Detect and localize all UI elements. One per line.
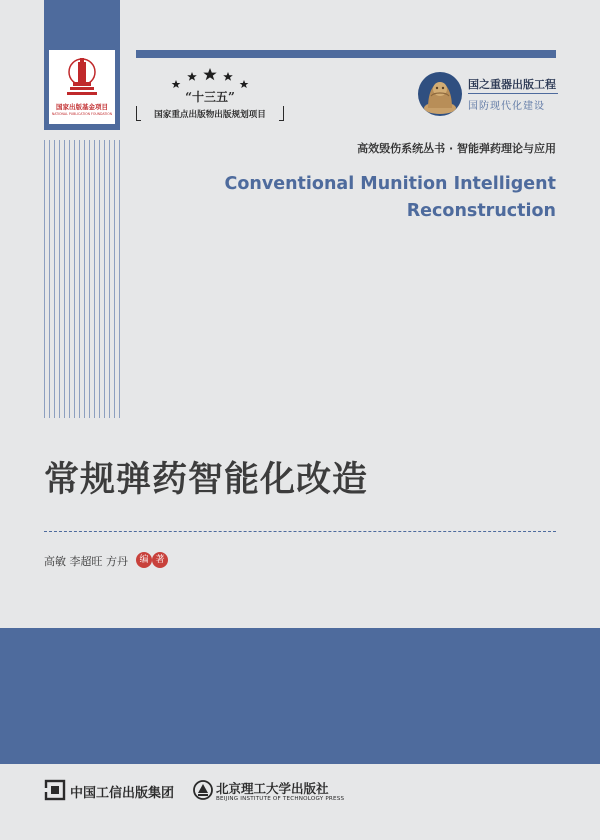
publisher-bit-press-en: BEIJING INSTITUTE OF TECHNOLOGY PRESS (216, 796, 345, 802)
star-icon (187, 72, 197, 81)
star-icons (170, 68, 250, 90)
english-title-line-2: Reconstruction (406, 201, 556, 221)
star-icon (240, 80, 249, 88)
star-icon (223, 72, 233, 81)
fund-emblem-icon (63, 56, 101, 98)
badge-subtitle: 国家重点出版物出版规划项目 (154, 110, 266, 120)
badge-title: “十三五” (185, 90, 235, 104)
publisher-bit-press: 北京理工大学出版社 (216, 781, 329, 796)
dashed-divider (44, 531, 556, 532)
english-title-line-1: Conventional Munition Intelligent (224, 174, 556, 194)
publisher-miit: 中国工信出版集团 (70, 786, 175, 801)
miit-publishing-logo-icon (44, 779, 66, 801)
author-role-badge: 著 (152, 552, 168, 568)
star-icon (172, 80, 181, 88)
stone-lion-seal-icon (418, 72, 462, 116)
series-name: 高效毁伤系统丛书 · 智能弹药理论与应用 (357, 142, 556, 155)
star-icon (203, 68, 216, 80)
defense-program-title: 国之重器出版工程 (468, 78, 556, 91)
english-title (136, 171, 556, 225)
decorative-stripes (44, 140, 120, 418)
bit-press-logo-icon (192, 779, 214, 801)
author-names: 高敏 李超旺 方丹 (44, 555, 128, 568)
fund-logo-en: NATIONAL PUBLICATION FOUNDATION (51, 112, 113, 116)
fund-logo (49, 50, 115, 124)
author-role-badge: 编 (136, 552, 152, 568)
bottom-blue-band (0, 628, 600, 764)
top-accent-bar (136, 50, 556, 58)
fund-tab (44, 0, 120, 130)
defense-divider (468, 93, 558, 94)
defense-program-subtitle: 国防现代化建设 (468, 101, 545, 112)
thirteenth-five-year-badge (136, 68, 284, 126)
chinese-title: 常规弹药智能化改造 (44, 460, 369, 500)
fund-logo-cn: 国家出版基金项目 (56, 103, 108, 111)
